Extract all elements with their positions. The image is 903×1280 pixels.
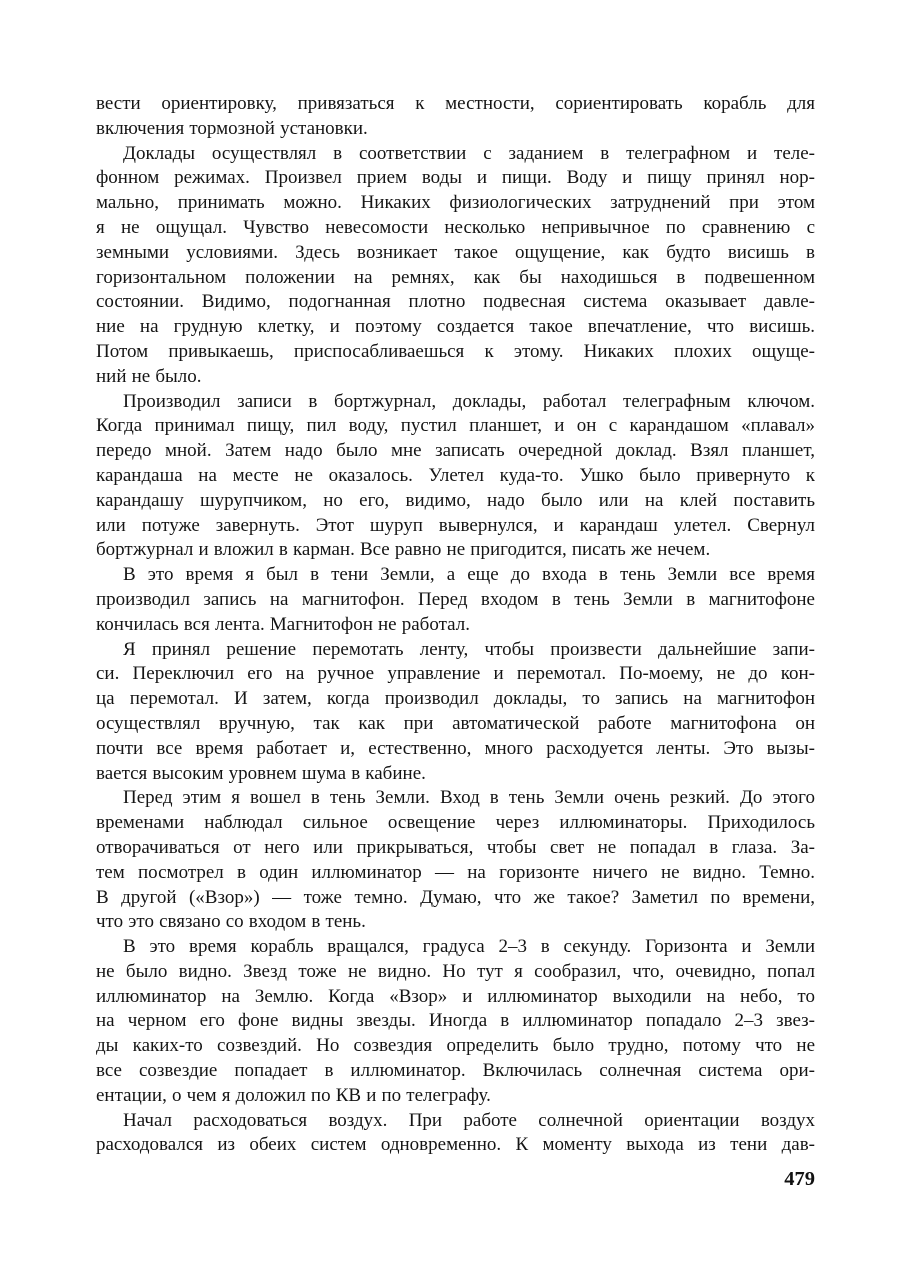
page-number: 479: [784, 1168, 815, 1191]
text-line: состоянии. Видимо, подогнанная плотно подвесная система оказывает давле-: [96, 291, 815, 313]
text-line: не было видно. Звезд тоже не видно. Но тут я сообразил, что, очевидно, попал: [96, 960, 815, 982]
text-line: карандашу шурупчиком, но его, видимо, надо было или на клей поставить: [96, 489, 815, 511]
paragraph: [96, 786, 815, 935]
text-line: Доклады осуществлял в соответствии с заданием в телеграфном и теле-: [123, 142, 815, 164]
text-line: ды каких-то созвездий. Но созвездия определить было трудно, потому что не: [96, 1035, 815, 1057]
text-line: В это время я был в тени Земли, а еще до входа в тень Земли все время: [123, 564, 815, 586]
paragraph: [96, 935, 815, 1109]
text-line: вести ориентировку, привязаться к местности, сориентировать корабль для: [96, 93, 815, 114]
text-line: карандаша на месте не оказалось. Улетел куда-то. Ушко было привернуто к: [96, 464, 815, 486]
text-line: фонном режимах. Произвел прием воды и пищи. Воду и пищу принял нор-: [96, 167, 815, 189]
text-line: Производил записи в бортжурнал, доклады, работал телеграфным ключом.: [123, 390, 815, 412]
text-line: иллюминатор на Землю. Когда «Взор» и иллюминатор выходили на небо, то: [96, 985, 815, 1007]
text-line: передо мной. Затем надо было мне записать очередной доклад. Взял планшет,: [96, 440, 815, 462]
text-line: Потом привыкаешь, приспосабливаешься к этому. Никаких плохих ощуще-: [96, 340, 815, 362]
text-line: ентации, о чем я доложил по КВ и по телеграфу.: [96, 1084, 491, 1106]
text-line: или потуже завернуть. Этот шуруп вывернулся, и карандаш улетел. Свернул: [96, 514, 815, 536]
text-line: все созвездие попадает в иллюминатор. Включилась солнечная система ори-: [96, 1060, 815, 1082]
text-line: почти все время работает и, естественно, много расходуется ленты. Это вызы-: [96, 737, 815, 759]
text-line: тем посмотрел в один иллюминатор — на горизонте ничего не видно. Темно.: [96, 861, 815, 883]
text-line: включения тормозной установки.: [96, 117, 368, 139]
text-line: земными условиями. Здесь возникает такое ощущение, как будто висишь в: [96, 241, 815, 263]
text-line: Перед этим я вошел в тень Земли. Вход в тень Земли очень резкий. До этого: [123, 787, 815, 809]
paragraph: [96, 638, 815, 787]
text-line: Начал расходоваться воздух. При работе солнечной ориентации воздух: [123, 1109, 815, 1131]
text-line: горизонтальном положении на ремнях, как бы находишься в подвешенном: [96, 266, 815, 288]
text-line: си. Переключил его на ручное управление и перемотал. По-моему, не до кон-: [96, 663, 815, 685]
paragraph: [96, 1109, 815, 1159]
text-line: мально, принимать можно. Никаких физиологических затруднений при этом: [96, 192, 815, 214]
paragraph: [96, 390, 815, 564]
text-line: производил запись на магнитофон. Перед входом в тень Земли в магнитофоне: [96, 588, 815, 610]
book-page: [96, 92, 815, 1192]
text-line: Я принял решение перемотать ленту, чтобы произвести дальнейшие запи-: [123, 638, 815, 660]
text-line: кончилась вся лента. Магнитофон не работал.: [96, 613, 470, 635]
text-line: временами наблюдал сильное освещение через иллюминаторы. Приходилось: [96, 812, 815, 834]
text-line: В это время корабль вращался, градуса 2–3 в секунду. Горизонта и Земли: [123, 936, 815, 958]
page-text: [96, 92, 815, 1158]
text-line: вается высоким уровнем шума в кабине.: [96, 762, 426, 784]
text-line: бортжурнал и вложил в карман. Все равно не пригодится, писать же нечем.: [96, 539, 711, 561]
text-line: осуществлял вручную, так как при автоматической работе магнитофона он: [96, 712, 815, 734]
text-line: расходовался из обеих систем одновременно. К моменту выхода из тени дав-: [96, 1134, 815, 1156]
text-line: ний не было.: [96, 365, 202, 387]
text-line: ца перемотал. И затем, когда производил доклады, то запись на магнитофон: [96, 688, 815, 710]
paragraph: [96, 563, 815, 637]
text-line: я не ощущал. Чувство невесомости несколько непривычное по сравнению с: [96, 216, 815, 238]
text-line: ние на грудную клетку, и поэтому создается такое впечатление, что висишь.: [96, 316, 815, 338]
text-line: В другой («Взор») — тоже темно. Думаю, что же такое? Заметил по времени,: [96, 886, 815, 908]
text-line: отворачиваться от него или прикрываться, чтобы свет не попадал в глаза. За-: [96, 836, 815, 858]
paragraph: [96, 92, 815, 142]
paragraph: [96, 142, 815, 390]
text-line: что это связано со входом в тень.: [96, 911, 366, 933]
text-line: на черном его фоне видны звезды. Иногда в иллюминатор попадало 2–3 звез-: [96, 1010, 815, 1032]
text-line: Когда принимал пищу, пил воду, пустил планшет, и он с карандашом «плавал»: [96, 415, 815, 437]
